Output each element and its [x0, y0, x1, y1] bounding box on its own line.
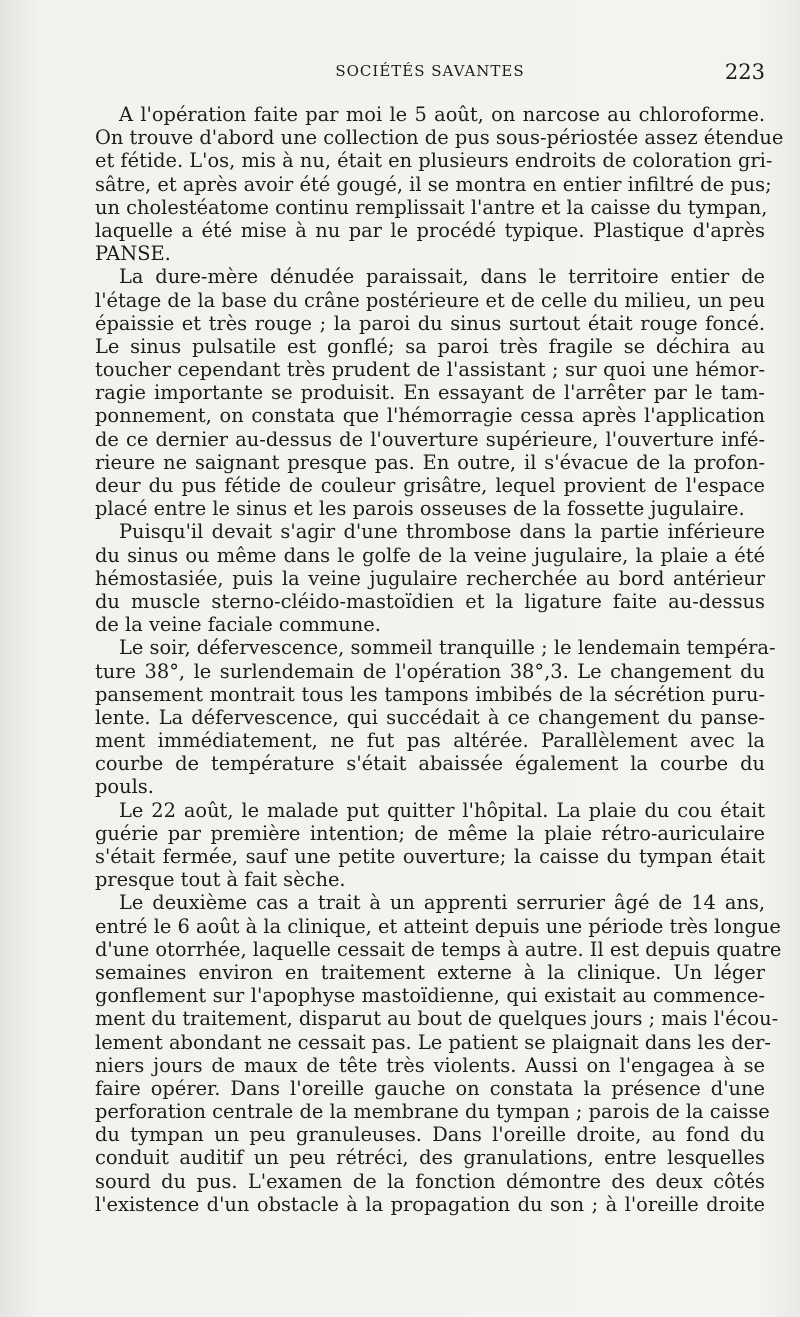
text-line: conduit auditif un peu rétréci, des granulations, entre lesquelles — [95, 1146, 765, 1170]
text-line: lente. La défervescence, qui succédait à ce changement du panse- — [95, 705, 765, 729]
text-line: Le soir, défervescence, sommeil tranquille ; le lendemain tempéra- — [119, 636, 776, 660]
text-line: placé entre le sinus et les parois osseuses de la fossette jugulaire. — [95, 497, 745, 521]
paragraph — [95, 520, 765, 636]
text-line: hémostasiée, puis la veine jugulaire recherchée au bord antérieur — [95, 566, 765, 590]
text-line: ponnement, on constata que l'hémorragie cessa après l'application — [95, 404, 765, 428]
text-line: niers jours de maux de tête très violents. Aussi on l'engagea à se — [95, 1053, 765, 1077]
page-header — [95, 62, 765, 86]
text-line: laquelle a été mise à nu par le procédé typique. Plastique d'après — [95, 218, 765, 242]
text-line: A l'opération faite par moi le 5 août, on narcose au chloroforme. — [119, 103, 765, 126]
paragraph — [95, 636, 776, 799]
text-line: Le 22 août, le malade put quitter l'hôpital. La plaie du cou était — [119, 798, 765, 822]
text-line: entré le 6 août à la clinique, et atteint depuis une période très longue — [95, 914, 781, 938]
text-line: d'une otorrhée, laquelle cessait de temps à autre. Il est depuis quatre — [95, 937, 782, 961]
text-line: pouls. — [95, 775, 154, 799]
text-line: un cholestéatome continu remplissait l'antre et la caisse du tympan, — [95, 195, 768, 219]
text-line: ment immédiatement, ne fut pas altérée. Parallèlement avec la — [95, 729, 765, 753]
article-body — [95, 103, 784, 1216]
paragraph — [95, 265, 765, 520]
running-head: SOCIÉTÉS SAVANTES — [335, 62, 525, 80]
text-line: de la veine faciale commune. — [95, 613, 381, 637]
text-line: PANSE. — [95, 242, 171, 266]
text-line: et fétide. L'os, mis à nu, était en plusieurs endroits de coloration gri- — [95, 149, 773, 173]
text-line: presque tout à fait sèche. — [95, 868, 346, 892]
text-line: du sinus ou même dans le golfe de la veine jugulaire, la plaie a été — [95, 543, 765, 567]
text-line: rieure ne saignant presque pas. En outre, il s'évacue de la profon- — [95, 450, 765, 474]
text-line: pansement montrait tous les tampons imbibés de la sécrétion puru- — [95, 682, 765, 706]
text-line: ture 38°, le surlendemain de l'opération 38°,3. Le changement du — [95, 659, 765, 683]
text-line: perforation centrale de la membrane du tympan ; parois de la caisse — [95, 1100, 770, 1124]
page-number: 223 — [724, 60, 765, 84]
text-line: épaissie et très rouge ; la paroi du sinus surtout était rouge foncé. — [95, 311, 765, 335]
text-line: courbe de température s'était abaissée également la courbe du — [95, 752, 765, 776]
text-line: ragie importante se produisit. En essayant de l'arrêter par le tam- — [95, 381, 765, 405]
text-line: ment du traitement, disparut au bout de quelques jours ; mais l'écou- — [95, 1007, 779, 1031]
text-line: guérie par première intention; de même la plaie rétro-auriculaire — [95, 821, 765, 845]
text-line: s'était fermée, sauf une petite ouverture; la caisse du tympan était — [95, 845, 765, 868]
text-line: sourd du pus. L'examen de la fonction démontre des deux côtés — [95, 1169, 765, 1193]
text-line: On trouve d'abord une collection de pus sous-périostée assez étendue — [95, 126, 784, 150]
text-line: Le sinus pulsatile est gonflé; sa paroi très fragile se déchira au — [95, 334, 765, 358]
text-line: du tympan un peu granuleuses. Dans l'oreille droite, au fond du — [95, 1123, 765, 1147]
text-line: l'existence d'un obstacle à la propagation du son ; à l'oreille droite — [95, 1192, 765, 1216]
text-line: Puisqu'il devait s'agir d'une thrombose dans la partie inférieure — [119, 520, 765, 544]
paragraph — [95, 103, 784, 266]
text-line: de ce dernier au-dessus de l'ouverture supérieure, l'ouverture infé- — [95, 427, 765, 451]
text-line: deur du pus fétide de couleur grisâtre, lequel provient de l'espace — [95, 474, 765, 497]
text-line: La dure-mère dénudée paraissait, dans le territoire entier de — [119, 265, 765, 289]
text-line: Le deuxième cas a trait à un apprenti serrurier âgé de 14 ans, — [119, 891, 765, 915]
text-line: faire opérer. Dans l'oreille gauche on constata la présence d'une — [95, 1076, 765, 1100]
text-line: semaines environ en traitement externe à la clinique. Un léger — [95, 960, 765, 984]
text-line: gonflement sur l'apophyse mastoïdienne, qui existait au commence- — [95, 984, 765, 1008]
text-line: lement abondant ne cessait pas. Le patient se plaignait dans les der- — [95, 1030, 771, 1054]
text-line: sâtre, et après avoir été gougé, il se montra en entier infiltré de pus; — [95, 172, 772, 196]
text-line: du muscle sterno-cléido-mastoïdien et la ligature faite au-dessus — [95, 589, 765, 613]
text-line: toucher cependant très prudent de l'assistant ; sur quoi une hémor- — [95, 358, 765, 382]
text-line: l'étage de la base du crâne postérieure et de celle du milieu, un peu — [95, 288, 766, 312]
paragraph — [95, 799, 765, 892]
paragraph — [95, 891, 782, 1216]
